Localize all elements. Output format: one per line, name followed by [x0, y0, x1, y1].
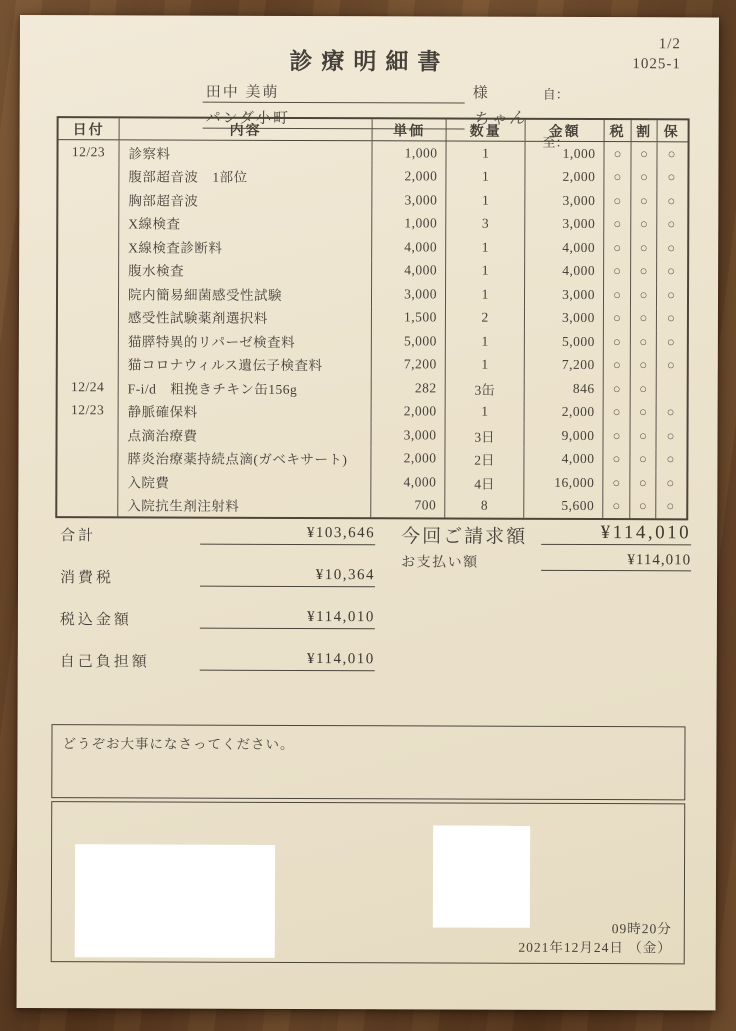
cell-date	[58, 211, 119, 235]
discount-circle-mark: ○	[630, 471, 656, 495]
cell-quantity: 1	[446, 141, 525, 165]
insurance-circle-mark: ○	[666, 451, 675, 467]
pet-name: パンダ小町	[203, 107, 465, 130]
insurance-circle-mark: ○	[666, 498, 675, 514]
total-value: ¥103,646	[200, 525, 375, 546]
discount-circle-mark: ○	[631, 283, 657, 307]
cell-quantity: 1	[446, 235, 525, 259]
cell-description: 院内簡易細菌感受性試験	[119, 281, 372, 305]
insurance-circle-mark: ○	[667, 169, 676, 185]
taxed-total-value: ¥114,010	[200, 609, 375, 630]
cell-unit-price: 2,000	[371, 447, 445, 471]
tax-circle-mark: ○	[603, 471, 630, 495]
insurance-circle-mark: ○	[667, 240, 676, 256]
discount-circle-mark: ○	[631, 142, 657, 166]
page-title: 診療明細書	[289, 48, 450, 75]
cell-date	[57, 446, 118, 470]
tax-circle-mark: ○	[604, 307, 631, 331]
table-row	[58, 187, 687, 213]
tax-circle-mark: ○	[604, 142, 631, 166]
insurance-circle-mark: ○	[666, 357, 675, 373]
cell-amount: 4,000	[525, 259, 604, 283]
from-label: 自：	[542, 86, 569, 102]
table-row	[57, 446, 686, 472]
tax-circle-mark: ○	[604, 236, 631, 260]
cell-description: 入院抗生剤注射料	[118, 493, 371, 517]
copay-value: ¥114,010	[200, 651, 375, 672]
cell-quantity: 2日	[445, 447, 524, 471]
table-row	[58, 211, 687, 237]
cell-amount: 7,200	[525, 353, 604, 377]
cell-date	[58, 234, 119, 258]
cell-date	[57, 422, 118, 446]
receipt-paper	[17, 15, 719, 1010]
cell-description: X線検査診断料	[119, 234, 372, 258]
table-row	[58, 281, 687, 307]
discount-circle-mark: ○	[631, 377, 657, 401]
col-header-quantity: 数量	[447, 119, 526, 140]
page-info	[632, 34, 681, 74]
insurance-circle-mark: ○	[667, 193, 676, 209]
table-row	[58, 234, 687, 260]
invoice-value: ¥114,010	[541, 522, 691, 546]
cell-amount: 16,000	[524, 471, 603, 495]
cell-amount: 4,000	[525, 236, 604, 260]
cell-amount: 4,000	[524, 447, 603, 471]
cell-date	[57, 469, 118, 493]
cell-unit-price: 282	[372, 376, 446, 400]
table-row	[57, 493, 686, 519]
cell-unit-price: 4,000	[372, 235, 446, 259]
cell-quantity: 3日	[445, 423, 524, 447]
discount-circle-mark: ○	[631, 260, 657, 284]
cell-quantity: 3缶	[446, 376, 525, 400]
cell-quantity: 1	[446, 400, 525, 424]
cell-amount: 3,000	[525, 283, 604, 307]
cell-unit-price: 1,500	[372, 306, 446, 330]
col-header-date: 日付	[59, 118, 120, 139]
cell-date	[58, 305, 119, 329]
invoice-label: 今回ご請求額	[401, 526, 528, 548]
table-row	[58, 352, 687, 378]
cell-description: 腹部超音波 1部位	[119, 164, 372, 188]
cell-description: 胸部超音波	[119, 187, 372, 211]
discount-circle-mark: ○	[630, 424, 656, 448]
tax-value: ¥10,364	[200, 567, 375, 588]
tax-circle-mark: ○	[604, 401, 631, 425]
table-row	[58, 140, 687, 166]
cell-description: 膵炎治療薬持続点滴(ガベキサート)	[118, 446, 371, 470]
col-header-unit-price: 単価	[373, 119, 447, 140]
cell-amount: 3,000	[525, 212, 604, 236]
summary-taxed-line	[60, 608, 380, 651]
tax-circle-mark: ○	[603, 495, 630, 519]
cell-quantity: 1	[446, 282, 525, 306]
cell-date	[58, 281, 119, 305]
discount-circle-mark: ○	[631, 213, 657, 237]
message-box	[51, 724, 685, 800]
invoice-line	[401, 521, 691, 550]
tax-circle-mark: ○	[604, 354, 631, 378]
cell-description: F-i/d 粗挽きチキン缶156g	[119, 375, 372, 399]
cell-description: X線検査	[119, 211, 372, 235]
cell-date	[58, 352, 119, 376]
cell-amount: 3,000	[525, 306, 604, 330]
table-row	[58, 375, 687, 401]
cell-quantity: 3	[446, 212, 525, 236]
col-header-insurance: 保	[663, 124, 680, 140]
cell-quantity: 1	[446, 329, 525, 353]
issue-date: 2021年12月24日 （金）	[518, 939, 672, 956]
insurance-circle-mark: ○	[666, 310, 675, 326]
table-row	[58, 305, 687, 331]
cell-amount: 1,000	[525, 142, 604, 166]
copay-label: 自己負担額	[59, 654, 150, 671]
owner-line	[203, 81, 623, 106]
col-header-discount: 割	[632, 120, 658, 141]
discount-circle-mark: ○	[630, 495, 656, 519]
discount-circle-mark: ○	[630, 448, 656, 472]
cell-amount: 9,000	[524, 424, 603, 448]
payment-label: お支払い額	[401, 555, 479, 571]
cell-amount: 3,000	[525, 189, 604, 213]
cell-unit-price: 700	[371, 494, 445, 518]
col-header-description: 内容	[120, 118, 373, 140]
cell-unit-price: 3,000	[372, 188, 446, 212]
cell-description: 感受性試験薬剤選択料	[119, 305, 372, 329]
clinic-info-box	[51, 801, 686, 964]
cell-amount: 5,600	[524, 494, 603, 518]
tax-circle-mark: ○	[604, 330, 631, 354]
cell-amount: 2,000	[525, 165, 604, 189]
tax-circle-mark: ○	[604, 213, 631, 237]
summary-block	[60, 524, 381, 693]
cell-description: 腹水検査	[119, 258, 372, 282]
discount-circle-mark: ○	[631, 330, 657, 354]
tax-circle-mark: ○	[604, 377, 631, 401]
cell-unit-price: 5,000	[372, 329, 446, 353]
cell-quantity: 1	[446, 353, 525, 377]
discount-circle-mark: ○	[631, 401, 657, 425]
summary-copay-line	[60, 650, 380, 693]
cell-quantity: 8	[445, 494, 524, 518]
summary-total-line	[60, 524, 380, 567]
cell-date	[57, 493, 118, 517]
owner-name: 田中 美萌	[203, 81, 465, 104]
charges-table	[55, 116, 689, 520]
payment-line	[401, 551, 691, 576]
cell-quantity: 2	[446, 306, 525, 330]
redacted-box-left	[75, 844, 275, 958]
table-body	[57, 140, 687, 518]
cell-date	[58, 328, 119, 352]
total-label: 合計	[60, 528, 97, 545]
discount-circle-mark: ○	[631, 166, 657, 190]
payment-value: ¥114,010	[541, 552, 691, 572]
pet-suffix: ちゃん	[472, 109, 527, 129]
cell-description: 入院費	[118, 469, 371, 493]
insurance-circle-mark: ○	[666, 475, 675, 491]
cell-description: 静脈確保料	[119, 399, 372, 423]
cell-amount: 2,000	[525, 400, 604, 424]
table-row	[58, 399, 687, 425]
insurance-circle-mark	[657, 377, 685, 401]
cell-unit-price: 1,000	[372, 212, 446, 236]
table-header-row	[59, 118, 688, 142]
cell-date: 12/23	[58, 399, 119, 423]
col-header-tax: 税	[605, 120, 632, 141]
cell-unit-price: 3,000	[371, 423, 445, 447]
discount-circle-mark: ○	[631, 307, 657, 331]
cell-quantity: 1	[446, 259, 525, 283]
insurance-circle-mark: ○	[666, 428, 675, 444]
insurance-circle-mark: ○	[667, 216, 676, 232]
cell-quantity: 1	[446, 188, 525, 212]
to-label: 至：	[542, 134, 569, 150]
insurance-circle-mark: ○	[666, 404, 675, 420]
page-number: 1/2	[658, 36, 681, 53]
discount-circle-mark: ○	[631, 236, 657, 260]
message-text: どうぞお大事になさってください。	[62, 736, 295, 752]
tax-circle-mark: ○	[604, 189, 631, 213]
taxed-total-label: 税込金額	[59, 612, 132, 629]
cell-quantity: 1	[446, 165, 525, 189]
cell-unit-price: 2,000	[372, 165, 446, 189]
cell-date: 12/24	[58, 375, 119, 399]
insurance-circle-mark: ○	[667, 287, 675, 303]
cell-date	[58, 164, 119, 188]
cell-unit-price: 1,000	[372, 141, 446, 165]
cell-date: 12/23	[58, 140, 119, 164]
insurance-circle-mark: ○	[667, 146, 676, 162]
cell-date	[58, 187, 119, 211]
cell-date	[58, 258, 119, 282]
owner-suffix: 様	[472, 85, 490, 102]
tax-label: 消費税	[60, 570, 115, 587]
table-row	[57, 469, 686, 495]
cell-description: 猫コロナウィルス遺伝子検査料	[119, 352, 372, 376]
cell-unit-price: 2,000	[372, 400, 446, 424]
insurance-circle-mark: ○	[667, 263, 676, 279]
discount-circle-mark: ○	[631, 189, 657, 213]
cell-description: 猫膵特異的リパーゼ検査料	[119, 328, 372, 352]
cell-quantity: 4日	[445, 470, 524, 494]
tax-circle-mark: ○	[604, 166, 631, 190]
tax-circle-mark: ○	[604, 260, 631, 284]
cell-description: 診察料	[119, 140, 372, 164]
col-header-amount: 金額	[526, 120, 605, 141]
table-row	[58, 328, 687, 354]
redacted-box-right	[433, 825, 530, 927]
tax-circle-mark: ○	[603, 448, 630, 472]
summary-tax-line	[60, 566, 380, 609]
tax-circle-mark: ○	[603, 424, 630, 448]
cell-amount: 5,000	[525, 330, 604, 354]
insurance-circle-mark: ○	[666, 334, 675, 350]
billing-block	[401, 521, 691, 576]
discount-circle-mark: ○	[631, 354, 657, 378]
tax-circle-mark: ○	[604, 283, 631, 307]
cell-unit-price: 4,000	[371, 470, 445, 494]
table-row	[57, 422, 686, 448]
cell-unit-price: 4,000	[372, 259, 446, 283]
table-row	[58, 164, 687, 190]
cell-description: 点滴治療費	[118, 422, 371, 446]
cell-amount: 846	[525, 377, 604, 401]
doc-number: 1025-1	[632, 56, 681, 73]
issue-time: 09時20分	[611, 921, 672, 937]
cell-unit-price: 7,200	[372, 353, 446, 377]
cell-unit-price: 3,000	[372, 282, 446, 306]
table-row	[58, 258, 687, 284]
